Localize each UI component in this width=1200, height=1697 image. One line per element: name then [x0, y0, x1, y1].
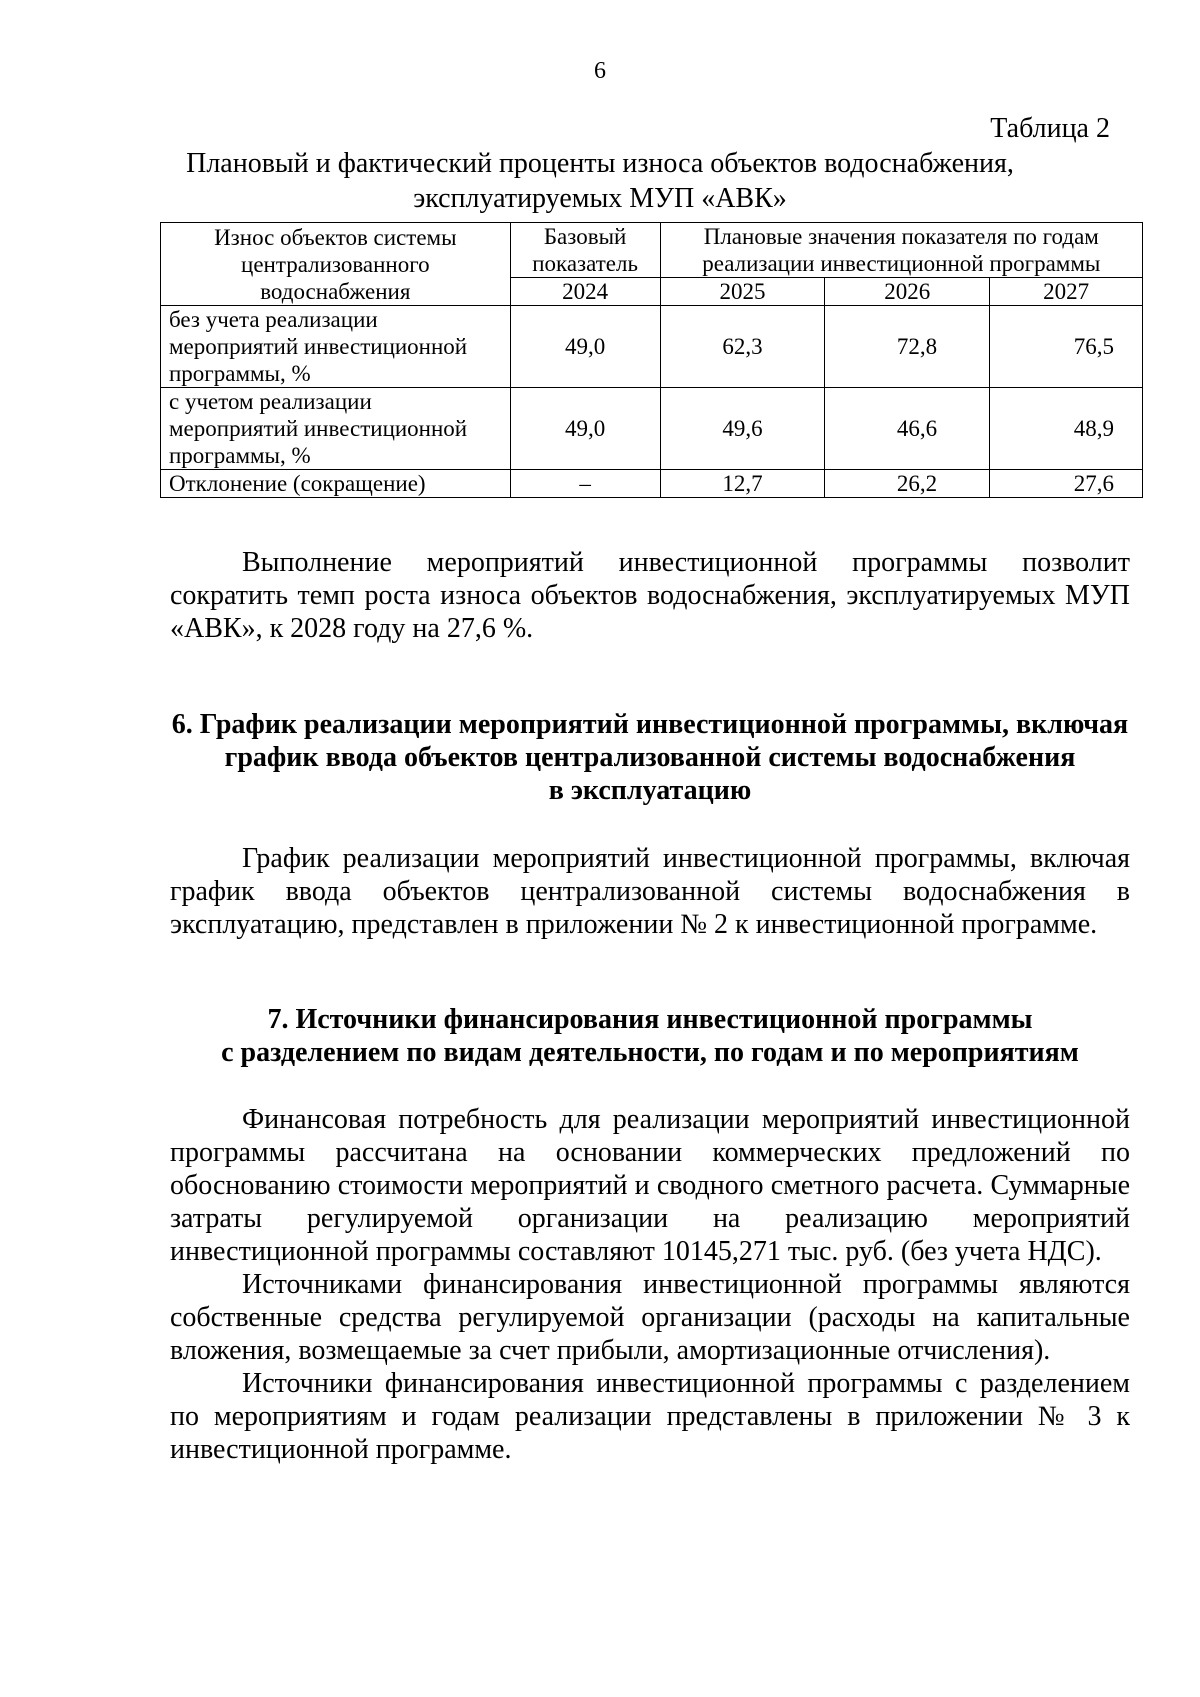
- value-cell: 72,8: [825, 306, 990, 388]
- heading-line: с разделением по видам деятельности, по годам и по мероприятиям: [221, 1037, 1079, 1068]
- value-cell: 49,6: [660, 388, 825, 470]
- section-6-heading: [140, 708, 1160, 807]
- row-label-line: программы, %: [169, 443, 311, 468]
- header-text: водоснабжения: [260, 278, 411, 304]
- row-label-line: с учетом реализации: [169, 389, 372, 414]
- year-cell: 2025: [660, 278, 825, 306]
- heading-line: график ввода объектов централизованной системы водоснабжения: [224, 742, 1076, 773]
- value-cell: 27,6: [990, 470, 1143, 498]
- value-cell: 46,6: [825, 388, 990, 470]
- header-text: централизованного: [241, 251, 430, 277]
- year-cell: 2027: [990, 278, 1143, 306]
- row-label: [161, 388, 511, 470]
- header-text: Плановые значения показателя по годам: [703, 224, 1099, 249]
- table-caption: [140, 146, 1060, 216]
- paragraph-after-table: [170, 546, 1130, 645]
- section-7-heading: [140, 1003, 1160, 1069]
- header-cell-planned: [660, 223, 1142, 278]
- heading-line: в эксплуатацию: [548, 775, 752, 806]
- section-6-body: [170, 842, 1130, 941]
- table-header-row: [161, 223, 1143, 278]
- header-text: показатель: [532, 251, 638, 276]
- heading-line: 6. График реализации мероприятий инвестиционной программы, включая: [171, 709, 1129, 740]
- paragraph: График реализации мероприятий инвестиционной программы, включая график ввода объектов централизованной системы водоснабжения в эксплуатацию, представлен в приложении № 2 к инвестиционной программе.: [170, 843, 1130, 940]
- value-cell: 12,7: [660, 470, 825, 498]
- header-text: реализации инвестиционной программы: [702, 251, 1101, 276]
- value-cell: 49,0: [510, 388, 660, 470]
- value-cell: 48,9: [990, 388, 1143, 470]
- row-label-line: мероприятий инвестиционной: [169, 334, 468, 359]
- value-cell: 49,0: [510, 306, 660, 388]
- row-label-line: Отклонение (сокращение): [169, 471, 426, 496]
- header-text: Износ объектов системы: [214, 224, 457, 250]
- wear-table: [160, 222, 1143, 498]
- paragraph: Финансовая потребность для реализации мероприятий инвестиционной программы рассчитана на основании коммерческих предложений по обоснованию стоимости мероприятий и сводного сметного расчета. Суммарные затраты регулируемой организации на реализацию мероприятий инвестиционной программы составляют 10145,271 тыс. руб. (без учета НДС).: [170, 1104, 1130, 1267]
- table-row: [161, 470, 1143, 498]
- paragraph: Источниками финансирования инвестиционной программы являются собственные средства регулируемой организации (расходы на капитальные вложения, возмещаемые за счет прибыли, амортизационные отчисления).: [170, 1269, 1130, 1366]
- row-label-line: мероприятий инвестиционной: [169, 416, 468, 441]
- value-cell: 62,3: [660, 306, 825, 388]
- table-label: Таблица 2: [990, 113, 1110, 144]
- paragraph: Источники финансирования инвестиционной программы с разделением по мероприятиям и годам реализации представлены в приложении № 3 к инвестиционной программе.: [170, 1368, 1130, 1465]
- row-label-line: программы, %: [169, 361, 311, 386]
- table-caption-line: эксплуатируемых МУП «АВК»: [413, 183, 787, 214]
- row-label: [161, 306, 511, 388]
- section-7-body: [170, 1103, 1130, 1466]
- table-caption-line: Плановый и фактический проценты износа объектов водоснабжения,: [186, 148, 1014, 179]
- table-row: [161, 306, 1143, 388]
- value-cell: 76,5: [990, 306, 1143, 388]
- header-cell-base: [510, 223, 660, 278]
- value-cell: –: [510, 470, 660, 498]
- heading-line: 7. Источники финансирования инвестиционной программы: [267, 1004, 1033, 1035]
- header-cell-wear: [161, 223, 511, 306]
- paragraph: Выполнение мероприятий инвестиционной программы позволит сократить темп роста износа объектов водоснабжения, эксплуатируемых МУП «АВК», к 2028 году на 27,6 %.: [170, 547, 1130, 644]
- row-label: [161, 470, 511, 498]
- row-label-line: без учета реализации: [169, 307, 378, 332]
- year-cell: 2026: [825, 278, 990, 306]
- header-text: Базовый: [543, 224, 627, 249]
- year-cell: 2024: [510, 278, 660, 306]
- value-cell: 26,2: [825, 470, 990, 498]
- page-number: 6: [594, 58, 606, 84]
- table-row: [161, 388, 1143, 470]
